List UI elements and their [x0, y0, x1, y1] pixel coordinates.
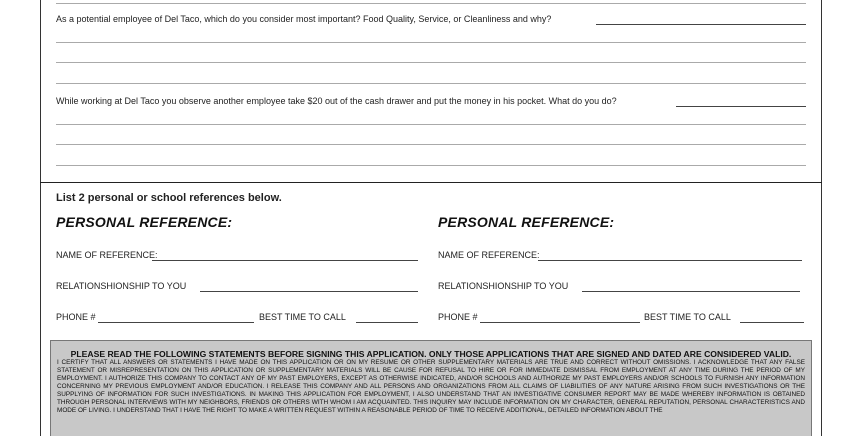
answer-field-q1-inline[interactable] [596, 24, 806, 25]
certification-notice [50, 340, 812, 436]
reference-1-relationship-field[interactable] [200, 291, 418, 292]
answer-line-q2-3[interactable] [56, 165, 806, 166]
answer-line-q1-1[interactable] [56, 42, 806, 43]
reference-2-phone-field[interactable] [480, 322, 640, 323]
reference-2-best-time-field[interactable] [740, 322, 804, 323]
reference-1-relationship-label: RELATIONSHIONSHIP TO YOU [56, 281, 187, 291]
reference-2-name-label: NAME OF REFERENCE: [438, 250, 540, 260]
answer-line-q2-2[interactable] [56, 144, 806, 145]
reference-1-best-time-field[interactable] [356, 322, 418, 323]
reference-2-phone-label: PHONE # [438, 312, 478, 322]
question-cash-drawer: While working at Del Taco you observe another employee take $20 out of the cash drawer and put the money in his pocket. What do you do? [56, 96, 617, 106]
notice-body: I CERTIFY THAT ALL ANSWERS OR STATEMENTS I HAVE MADE ON THIS APPLICATION OR ON MY RESUME OR OTHER SUPPLEMENTARY MATERIALS ARE TRUE AND CORRECT WITHOUT OMISSIONS. I ACKNOWLEDGE THAT ANY FALSE STATEMENT OR MISREPRESENTATION ON THIS APPLICATION OR SUPPLEMENTARY MATERIALS WILL BE CAUSE FOR REFUSAL TO HIRE OR FOR IMMEDIATE DISMISSAL FROM EMPLOYMENT AT ANY TIME DURING THE PERIOD OF MY EMPLOYMENT. I AUTHORIZE THIS COMPANY TO CONTACT ANY OF MY PAST EMPLOYERS, EXCEPT AS OTHERWISE INDICATED, AND/OR SCHOOLS AND AUTHORIZE MY PAST EMPLOYERS AND/OR SCHOOLS TO FURNISH ANY INFORMATION CONCERNING MY PREVIOUS EMPLOYMENT AND/OR EDUCATION. I RELEASE THIS COMPANY AND ALL PERSONS AND ORGANIZATIONS FROM ALL CLAIMS OF LIABILITIES OF ANY NATURE ARISING FROM SUCH INVESTIGATIONS OR THE SUPPLYING OF INFORMATION FOR SUCH INVESTIGATIONS. IN MAKING THIS APPLICATION FOR EMPLOYMENT, I ALSO UNDERSTAND THAT AN INVESTIGATIVE CONSUMER REPORT MAY BE MADE WHEREBY INFORMATION IS OBTAINED THROUGH PERSONAL INTERVIEWS WITH MY NEIGHBORS, FRIENDS OR OTHERS WITH WHOM I AM ACQUAINTED. THIS INQUIRY MAY INCLUDE INFORMATION ON MY CHARACTER, GENERAL REPUTATION, PERSONAL CHARACTERISTICS AND MODE OF LIVING. I UNDERSTAND THAT I HAVE THE RIGHT TO MAKE A WRITTEN REQUEST WITHIN A REASONABLE PERIOD OF TIME TO RECEIVE ADDITIONAL, DETAILED INFORMATION ABOUT THE [57, 359, 805, 414]
answer-line-q1-2[interactable] [56, 62, 806, 63]
reference-2-relationship-label: RELATIONSHIONSHIP TO YOU [438, 281, 569, 291]
reference-2-best-time-label: BEST TIME TO CALL [644, 312, 731, 322]
reference-1-heading: PERSONAL REFERENCE: [56, 214, 233, 230]
reference-1-name-label: NAME OF REFERENCE: [56, 250, 158, 260]
question-food-quality: As a potential employee of Del Taco, which do you consider most important? Food Quality, Service, or Cleanliness and why? [56, 14, 552, 24]
section-divider [40, 182, 822, 183]
reference-2-heading: PERSONAL REFERENCE: [438, 214, 615, 230]
reference-1-phone-field[interactable] [98, 322, 254, 323]
reference-1-name-field[interactable] [152, 260, 418, 261]
references-intro: List 2 personal or school references below. [56, 192, 282, 204]
reference-1-phone-label: PHONE # [56, 312, 96, 322]
notice-title: PLEASE READ THE FOLLOWING STATEMENTS BEFORE SIGNING THIS APPLICATION. ONLY THOSE APPLICATIONS THAT ARE SIGNED AND DATED ARE CONSIDERED VALID. [70, 349, 792, 359]
answer-line-top[interactable] [56, 3, 806, 4]
answer-line-q2-1[interactable] [56, 124, 806, 125]
answer-line-q1-3[interactable] [56, 83, 806, 84]
reference-2-name-field[interactable] [538, 260, 802, 261]
reference-2-relationship-field[interactable] [582, 291, 800, 292]
reference-1-best-time-label: BEST TIME TO CALL [259, 312, 346, 322]
answer-field-q2-inline[interactable] [676, 106, 806, 107]
